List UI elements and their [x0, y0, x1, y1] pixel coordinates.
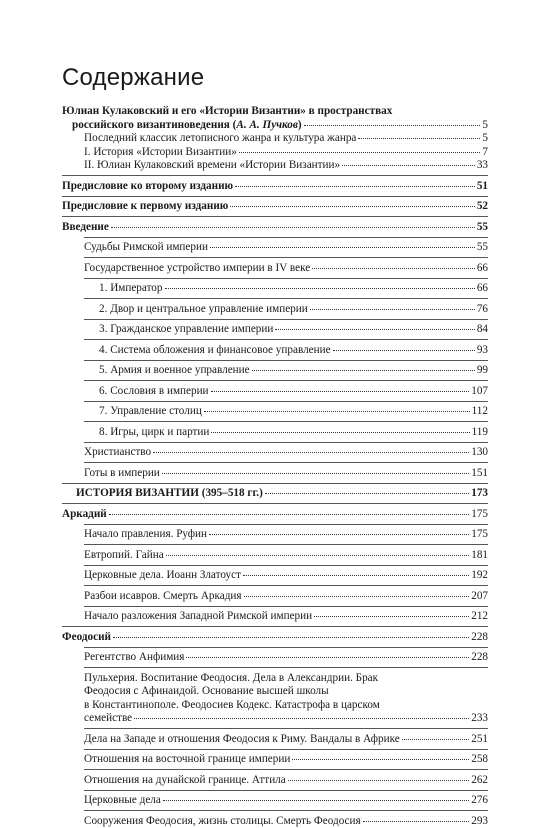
toc-entry-last-line [84, 446, 488, 460]
toc-entry-text [84, 241, 488, 255]
toc-divider [84, 810, 488, 811]
toc-page-number: 181 [471, 549, 488, 563]
toc-entry-line: 5. Армия и военное управление [99, 364, 250, 378]
toc-divider [84, 442, 488, 443]
toc-entry-last-line [84, 794, 488, 808]
dot-leader [358, 138, 480, 139]
dot-leader [162, 473, 469, 474]
toc-entry-line: 1. Император [99, 282, 163, 296]
toc-entry-last-line [62, 200, 488, 214]
toc-entry-line: ИСТОРИЯ ВИЗАНТИИ (395–518 гг.) [76, 487, 263, 501]
toc-divider [84, 524, 488, 525]
toc-entry-text [84, 262, 488, 276]
toc-entry-last-line [62, 508, 488, 522]
toc-entry[interactable] [62, 159, 488, 173]
toc-entry-text [84, 446, 488, 460]
toc-entry-last-line [99, 303, 488, 317]
toc-divider [84, 319, 488, 320]
toc-entry-line: II. Юлиан Кулаковский времени «Истории Византии» [84, 159, 340, 173]
toc-entry-line: Последний классик летописного жанра и культура жанра [84, 132, 356, 146]
toc-entry-text [84, 528, 488, 542]
dot-leader [288, 780, 469, 781]
toc-entry-text [84, 753, 488, 767]
toc-entry[interactable] [62, 610, 488, 624]
toc-entry-line: Начало разложения Западной Римской империи [84, 610, 312, 624]
dot-leader [211, 432, 469, 433]
toc-entry[interactable] [62, 303, 488, 317]
toc-entry-line: Судьбы Римской империи [84, 241, 208, 255]
dot-leader [211, 391, 470, 392]
dot-leader [239, 152, 481, 153]
toc-entry-line: 2. Двор и центральное управление империи [99, 303, 308, 317]
toc-page-number: 112 [472, 405, 488, 419]
toc-entry-text [99, 323, 488, 337]
toc-entry-line: Введение [62, 221, 109, 235]
dot-leader [310, 309, 475, 310]
toc-page-number: 228 [471, 631, 488, 645]
toc-entry[interactable] [62, 794, 488, 808]
toc-page-number: 276 [471, 794, 488, 808]
toc-entry[interactable] [62, 180, 488, 194]
toc-entry-line: Христианство [84, 446, 151, 460]
toc-entry-last-line [99, 426, 488, 440]
toc-entry-line: Государственное устройство империи в IV веке [84, 262, 310, 276]
dot-leader [111, 227, 475, 228]
toc-divider [84, 401, 488, 402]
toc-entry[interactable] [62, 426, 488, 440]
toc-divider [84, 544, 488, 545]
toc-entry-text [84, 651, 488, 665]
toc-entry-last-line [99, 405, 488, 419]
toc-entry-line-part: российского византиноведения ( [72, 119, 236, 131]
toc-divider [62, 175, 488, 176]
toc-divider [84, 421, 488, 422]
toc-entry-line [72, 119, 302, 133]
toc-divider [84, 257, 488, 258]
toc-page-number: 228 [471, 651, 488, 665]
toc-entry-text [84, 549, 488, 563]
toc-entry-line: Евтропий. Гайна [84, 549, 164, 563]
toc-divider [62, 483, 488, 484]
toc-entry-text [84, 467, 488, 481]
toc-page-number: 151 [471, 467, 488, 481]
dot-leader [333, 350, 475, 351]
toc-entry-last-line [62, 119, 488, 133]
toc-entry-line: Сооружения Феодосия, жизнь столицы. Смерть Феодосия [84, 815, 361, 828]
toc-entry-line: Церковные дела. Иоанн Златоуст [84, 569, 241, 583]
dot-leader [153, 452, 469, 453]
toc-entry-text [99, 303, 488, 317]
toc-entry[interactable] [62, 200, 488, 214]
toc-entry-text [62, 221, 488, 235]
dot-leader [209, 534, 469, 535]
toc-entry[interactable] [62, 549, 488, 563]
toc-entry[interactable] [62, 282, 488, 296]
toc-entry-last-line [99, 364, 488, 378]
toc-entry[interactable] [62, 815, 488, 828]
toc-entry-line: 8. Игры, цирк и партии [99, 426, 209, 440]
toc-page-number: 5 [482, 132, 488, 146]
toc-divider [84, 565, 488, 566]
toc-entry-last-line [84, 753, 488, 767]
toc-entry[interactable] [62, 405, 488, 419]
toc-divider [62, 626, 488, 627]
toc-entry-text [84, 146, 488, 160]
toc-entry-text [84, 590, 488, 604]
toc-entry[interactable] [62, 364, 488, 378]
toc-divider [84, 647, 488, 648]
toc-entry-text [99, 344, 488, 358]
toc-page-number: 175 [471, 528, 488, 542]
toc-entry-last-line [84, 467, 488, 481]
toc-entry-text [84, 815, 488, 828]
toc-entry-line: Предисловие ко второму изданию [62, 180, 233, 194]
toc-entry-line-part: ) [298, 119, 302, 131]
toc-divider [62, 503, 488, 504]
toc-entry-text [84, 610, 488, 624]
dot-leader [314, 616, 469, 617]
toc-entry[interactable] [62, 774, 488, 788]
toc-entry-line: Дела на Западе и отношения Феодосия к Риму. Вандалы в Африке [84, 733, 400, 747]
toc-divider [62, 216, 488, 217]
toc-entry-text [99, 385, 488, 399]
toc-page-number: 7 [482, 146, 488, 160]
toc-page-number: 233 [471, 712, 488, 726]
toc-divider [84, 237, 488, 238]
toc-entry-line: 4. Система обложения и финансовое управление [99, 344, 331, 358]
toc-entry[interactable] [62, 487, 488, 501]
toc-entry-text [76, 487, 488, 501]
toc-entry-text [84, 159, 488, 173]
toc-entry-last-line [84, 262, 488, 276]
toc-divider [84, 360, 488, 361]
toc-divider [84, 606, 488, 607]
toc-entry-last-line [84, 241, 488, 255]
toc-divider [84, 790, 488, 791]
toc-entry-last-line [84, 528, 488, 542]
dot-leader [113, 637, 469, 638]
dot-leader [402, 739, 469, 740]
toc-entry-last-line [76, 487, 488, 501]
toc-entry-line: Церковные дела [84, 794, 161, 808]
dot-leader [252, 370, 475, 371]
toc-entry-line: Аркадий [62, 508, 107, 522]
toc-divider [84, 749, 488, 750]
toc-entry-text [84, 733, 488, 747]
dot-leader [186, 657, 469, 658]
toc-entry-line: 3. Гражданское управление империи [99, 323, 273, 337]
toc-page-number: 293 [471, 815, 488, 828]
toc-entry[interactable] [62, 446, 488, 460]
toc-entry-last-line [84, 590, 488, 604]
toc-page-number: 76 [477, 303, 488, 317]
toc-page-number: 212 [471, 610, 488, 624]
toc-page-number: 251 [471, 733, 488, 747]
toc-entry-last-line [84, 712, 488, 726]
toc-page-number: 51 [477, 180, 488, 194]
toc-entry-text [84, 794, 488, 808]
toc-entry-last-line [62, 221, 488, 235]
toc-page-number: 84 [477, 323, 488, 337]
dot-leader [304, 125, 481, 126]
toc-entry-text [84, 774, 488, 788]
toc-entry-last-line [84, 132, 488, 146]
dot-leader [342, 165, 475, 166]
toc-entry-line: 7. Управление столиц [99, 405, 202, 419]
toc-entry-line: Отношения на восточной границе империи [84, 753, 290, 767]
toc-entry-last-line [62, 631, 488, 645]
toc-entry-line: Регентство Анфимия [84, 651, 184, 665]
toc-entry-last-line [84, 549, 488, 563]
toc-entry-last-line [84, 733, 488, 747]
toc-entry-text [62, 105, 488, 132]
toc-entry[interactable] [62, 262, 488, 276]
toc-entry-line: I. История «Истории Византии» [84, 146, 237, 160]
toc-entry-author: А. А. Пучков [236, 119, 298, 131]
toc-entry-last-line [84, 159, 488, 173]
dot-leader [165, 288, 475, 289]
dot-leader [230, 206, 474, 207]
toc-entry-line: Предисловие к первому изданию [62, 200, 228, 214]
toc-page-number: 93 [477, 344, 488, 358]
toc-entry[interactable] [62, 753, 488, 767]
toc-entry[interactable] [62, 241, 488, 255]
toc-page-number: 66 [477, 282, 488, 296]
toc-entry-line: семействе [84, 712, 132, 726]
dot-leader [235, 186, 475, 187]
toc-entry-last-line [84, 146, 488, 160]
toc-entry-line: в Константинополе. Феодосиев Кодекс. Катастрофа в царском [84, 699, 488, 713]
toc-entry[interactable] [62, 323, 488, 337]
toc-entry[interactable] [62, 132, 488, 146]
toc-entry-last-line [99, 323, 488, 337]
toc-entry-line: Феодосия с Афинаидой. Основание высшей школы [84, 685, 488, 699]
toc-entry-last-line [84, 569, 488, 583]
toc-entry-line: Пульхерия. Воспитание Феодосия. Дела в Александрии. Брак [84, 672, 488, 686]
toc-page-number: 258 [471, 753, 488, 767]
dot-leader [109, 514, 469, 515]
toc-entry[interactable] [62, 221, 488, 235]
toc-entry[interactable] [62, 569, 488, 583]
dot-leader [243, 575, 469, 576]
toc-page-number: 33 [477, 159, 488, 173]
toc-entry-line: Готы в империи [84, 467, 160, 481]
toc-page-number: 66 [477, 262, 488, 276]
toc-divider [84, 278, 488, 279]
toc-entry[interactable] [62, 733, 488, 747]
dot-leader [163, 800, 469, 801]
dot-leader [134, 718, 469, 719]
dot-leader [244, 596, 470, 597]
toc-entry[interactable] [62, 385, 488, 399]
toc-divider [84, 667, 488, 668]
toc-entry-line: Юлиан Кулаковский и его «Истории Византии» в пространствах [62, 105, 488, 119]
toc-page-number: 52 [477, 200, 488, 214]
dot-leader [275, 329, 474, 330]
toc-entry-text [99, 405, 488, 419]
toc-page-number: 55 [477, 221, 488, 235]
toc-divider [84, 339, 488, 340]
toc-entry-text [62, 180, 488, 194]
toc-divider [84, 769, 488, 770]
toc-entry-text [84, 132, 488, 146]
toc-entry-line: Отношения на дунайской границе. Аттила [84, 774, 286, 788]
toc-entry-last-line [99, 344, 488, 358]
toc-entry-last-line [62, 180, 488, 194]
toc-entry-text [99, 282, 488, 296]
toc-entry-text [99, 364, 488, 378]
toc-divider [84, 380, 488, 381]
toc-page-number: 207 [471, 590, 488, 604]
toc-entry[interactable] [62, 344, 488, 358]
toc-entry[interactable] [62, 467, 488, 481]
toc-entry-text [84, 672, 488, 726]
toc-entry[interactable] [62, 146, 488, 160]
toc-divider [62, 196, 488, 197]
dot-leader [363, 821, 470, 822]
toc-entry-last-line [99, 385, 488, 399]
toc-divider [84, 462, 488, 463]
toc-divider [84, 585, 488, 586]
toc-entry[interactable] [62, 590, 488, 604]
dot-leader [166, 555, 470, 556]
toc-entry[interactable] [62, 105, 488, 132]
dot-leader [312, 268, 475, 269]
page-title: Содержание [62, 64, 204, 92]
toc-page-number: 173 [471, 487, 488, 501]
toc-entry[interactable] [62, 672, 488, 726]
toc-page-number: 119 [472, 426, 488, 440]
toc-entry-last-line [84, 815, 488, 828]
toc-entry[interactable] [62, 528, 488, 542]
toc-page-number: 5 [482, 119, 488, 133]
toc-entry-last-line [84, 651, 488, 665]
toc-page-number: 107 [471, 385, 488, 399]
toc-page-number: 175 [471, 508, 488, 522]
toc-entry[interactable] [62, 651, 488, 665]
toc-entry-line: Феодосий [62, 631, 111, 645]
toc-entry-text [62, 631, 488, 645]
dot-leader [292, 759, 469, 760]
toc-page-number: 262 [471, 774, 488, 788]
toc-entry-line: Начало правления. Руфин [84, 528, 207, 542]
toc-entry-last-line [99, 282, 488, 296]
toc-divider [84, 298, 488, 299]
toc-entry-line: Разбои исавров. Смерть Аркадия [84, 590, 242, 604]
toc-entry-text [99, 426, 488, 440]
toc-entry-line: 6. Сословия в империи [99, 385, 209, 399]
toc-page-number: 192 [471, 569, 488, 583]
toc-entry-last-line [84, 774, 488, 788]
toc-entry-text [84, 569, 488, 583]
dot-leader [204, 411, 470, 412]
toc-entry[interactable] [62, 508, 488, 522]
toc-entry-text [62, 200, 488, 214]
toc-page-number: 130 [471, 446, 488, 460]
toc-entry[interactable] [62, 631, 488, 645]
toc-entry-last-line [84, 610, 488, 624]
toc-divider [84, 728, 488, 729]
dot-leader [210, 247, 475, 248]
toc-entry-text [62, 508, 488, 522]
dot-leader [265, 493, 469, 494]
table-of-contents [62, 105, 488, 828]
toc-page-number: 99 [477, 364, 488, 378]
toc-page-number: 55 [477, 241, 488, 255]
